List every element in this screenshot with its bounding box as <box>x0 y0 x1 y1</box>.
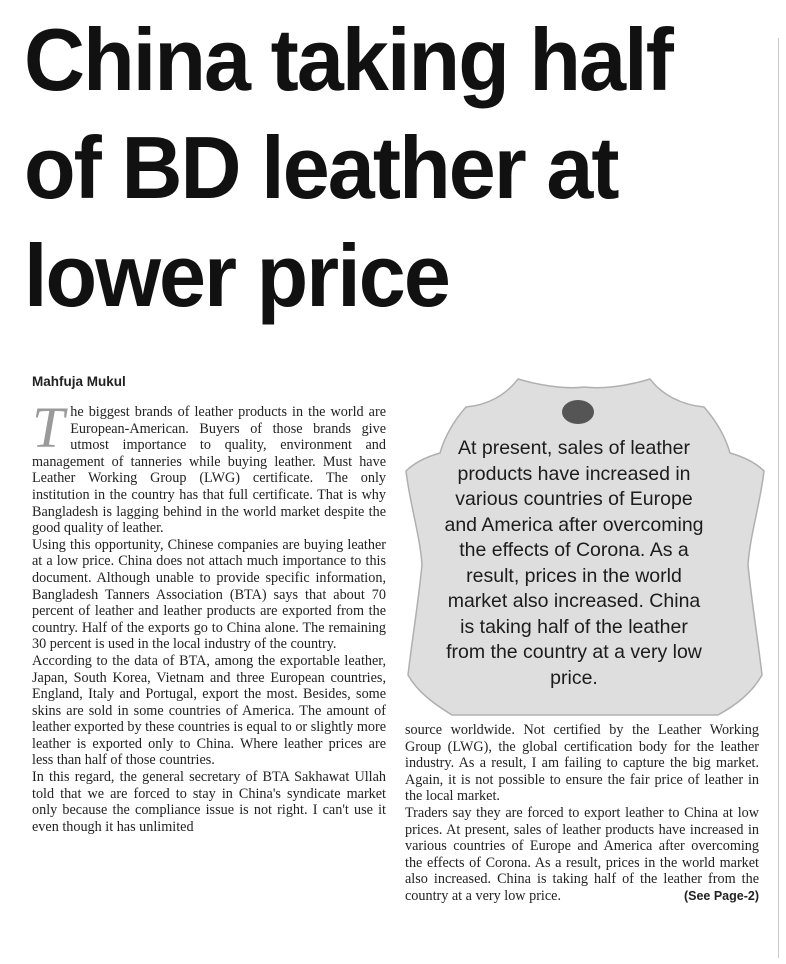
continued-link[interactable]: (See Page-2) <box>683 888 759 903</box>
lead-text: he biggest brands of leather products in the world are European-American. Buyers of those brands give utmost importance to quality, environment and management of tanneries while buying leather. Must have Leather Working Group (LWG) certificate. The only institution in the country has that full certificate. That is why Bangladesh is lagging behind in the world market despite the good quality of leather. <box>32 404 386 537</box>
headline: China taking half of BD leather at lower price <box>24 10 672 325</box>
pull-quote: At present, sales of leather products have increased in various countries of Europe and America after overcoming the effects of Corona. As a result, prices in the world market also increased. China is taking half of the leather from the country at a very low price. <box>444 437 704 689</box>
paragraph-5: source worldwide. Not certified by the Leather Working Group (LWG), the global certification body for the leather industry. As a result, I am failing to capture the big market. Again, it is not possible to ensure the fair price of leather in the local market. <box>405 722 759 805</box>
column-rule <box>778 38 779 958</box>
paragraph-2: Using this opportunity, Chinese companies are buying leather at a low price. China does not attach much importance to this document. Although unable to provide specific information, Bangladesh Tanners Association (BTA) says that about 70 percent of leather and leather products are exported from the country. Half of the exports go to China alone. The remaining 30 percent is used in the local industry of the country. <box>32 536 386 653</box>
paragraph-4: In this regard, the general secretary of BTA Sakhawat Ullah told that we are forced to stay in China's syndicate market only because the compliance issue is not right. I can't use it even though it has unlimited <box>32 769 386 835</box>
hide-dot <box>562 400 594 424</box>
lead-paragraph <box>32 395 386 537</box>
paragraph-6-text: Traders say they are forced to export leather to China at low prices. At present, sales of leather products have increased in various countries of Europe and America after overcoming the effects of Corona. As a result, prices in the world market also increased. China is taking half of the leather from the country at a very low price. <box>405 804 759 904</box>
byline: Mahfuja Mukul <box>32 374 126 389</box>
paragraph-3: According to the data of BTA, among the exportable leather, Japan, South Korea, Vietnam and three European countries, England, Italy and Portugal, export the most. Besides, some skins are sold in some countries of America. The amount of leather exported by these countries is equal to or slightly more leather is exported only to China. Where leather prices are less than half of those countries. <box>32 652 386 769</box>
article-column-left <box>32 395 386 835</box>
article-column-right <box>405 722 759 905</box>
drop-cap: T <box>32 395 65 460</box>
paragraph-6 <box>405 805 759 905</box>
